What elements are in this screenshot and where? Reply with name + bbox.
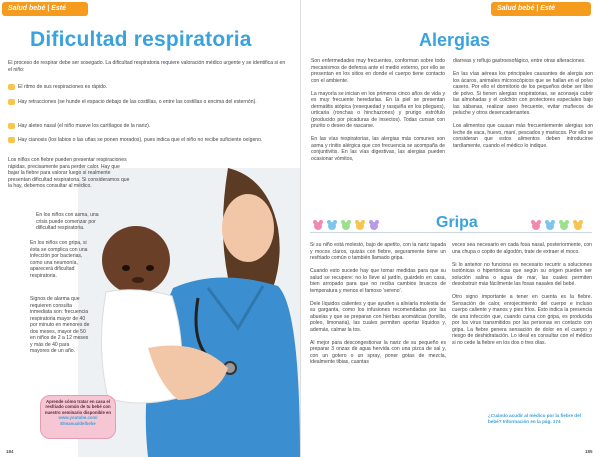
section-tag-right: Salud bebé | Esté pendiente <box>491 2 591 16</box>
bullet-4: Hay cianosis (los labios o las uñas se ponen morados), pues indica que el niño no recibe suficiente oxígeno. <box>8 137 278 144</box>
page-title-alergias: Alergias <box>419 30 491 50</box>
bear-icon <box>572 219 584 231</box>
cross-reference-link[interactable]: ¿Cuándo acudir al médico por la fiebre del bebé? Información en la pág. 174 <box>488 413 581 424</box>
paragraph-asma: En los niños con asma, una crisis puede comenzar por dificultad respiratoria. <box>36 212 99 231</box>
section-title-gripa: Gripa <box>436 214 478 231</box>
bear-icon <box>368 219 380 231</box>
bear-icon <box>354 219 366 231</box>
gripa-col2: veces sea necesario en cada fosa nasal, posteriormente, con una chupa o copito de algodón, trate de extraer el moco. Si lo anterior no funciona es necesario recurrir a soluciones isotónicas o hipertónicas que según su origen pueden ser solución salina o agua de mar, las cuales permiten desobstruir más fácilmente las fosas nasales del bebé. Otro signo importante a tener en cuenta es la fiebre. Sensación de calor, enrojecimiento del cuerpo e incluso cuerpo caliente y manos y pies fríos. Esto indica la presencia de una infección que, cuando cursa con gripa, es producida por los virus transmitidos por las personas en contacto con gripa. La fiebre genera sensación de dolor en el cuerpo y riesgo de deshidratación. Lo ideal es consultar con el médico si no cede la fiebre en los dos o tres días. <box>452 242 592 346</box>
paragraph-gripa: En los niños con gripa, si ésta se complica con una infección por bacterias, como una neumonía, aparecerá dificultad respiratoria. <box>30 240 88 279</box>
bear-icon <box>340 219 352 231</box>
bear-icon <box>312 219 324 231</box>
bear-icon <box>326 219 338 231</box>
gripa-col1: Si su niño está molesto, bajo de apetito, con la nariz tapada y mocos claros, quizás con fiebre, seguramente tiene un resfriado común o también llamado gripa. Cuando esto sucede hay que tomar medidas para que su salud se recupere: no lo lleve al jardín, guárdelo en casa, bien arropado para que no reciba cambios bruscos de temperatura y menos el famoso 'sereno'. Dele líquidos calientes y que ayuden a aliviarla molestia de su garganta, como los infusiones recomendadas por las abuelas y que se preparan con hierbas aromáticas (tomillo, poleo, limonaria), las cuales permiten aportar líquidos y, además, calmar la tos. Al mejor para descongestionar la nariz de su pequeño es preparar 3 onzas de agua hervida con una pizca de sal y, con un gotero o un spray, poner gotas de mezcla, idealmente tibias, cuantas <box>310 242 446 365</box>
promo-text: Aprende cómo tratar en casa el resfriado común de tu bebé con nuestro seminario disponible en <box>44 399 112 415</box>
bear-icon <box>558 219 570 231</box>
bullet-1: El ritmo de sus respiraciones es rápido. <box>8 84 278 91</box>
page-title-dificultad: Dificultad respiratoria <box>30 28 252 51</box>
section-divider <box>310 232 592 233</box>
intro-text: El proceso de respirar debe ser sosegado. La dificultad respiratoria requiere valoración médico urgente y se identifica si en el niño: <box>8 60 286 73</box>
section-tag-left: Salud bebé | Esté pendiente <box>2 2 88 16</box>
paragraph-fiebre: Los niños con fiebre pueden presentar respiraciones rápidas, precisamente para perder calor. Hay que bajar la fiebre para valorar luego si realmente presentan dificultad respiratoria. Si consideramos que la hay, debemos consultar al médico. <box>8 157 130 189</box>
alergias-col1: Son enfermedades muy frecuentes, conforman sobre todo mecanismos de defensa ante el medio externo, por ello se presentan en los sitios en donde el cuerpo tiene contacto con el ambiente. La mayoría se inician en los primeros cinco años de vida y es muy frecuente heredarlas. En la piel se presentan dermatitis atópica (resequedad y rasquiña en los pliegues), urticaria (ronchas o hinchazones) y prurigo estrófulo (producido por picaduras de insectos). Todas cursan con prurito o deseo de rascarse. En las vías respiratorias, las alergias más comunes son asma y rinitis alérgica que con frecuencia se acompaña de conjuntivitis. En las vías digestivas, las alergias pueden ocasionar vómitos, <box>311 58 445 162</box>
bullet-2: Hay retracciones (se hunde el espacio debajo de las costillas, o entre las costillas o encima del esternón). <box>8 99 278 106</box>
bear-icon <box>544 219 556 231</box>
page-number-right: 185 <box>585 449 593 454</box>
page-number-left: 184 <box>6 449 14 454</box>
promo-link[interactable]: www.youtube.com/ Elmanualdelbebe <box>58 415 98 426</box>
paragraph-alarma: Signos de alarma que requieren consulta inmediata son: frecuencia respiratoria mayor de 40 por minuto en menores de dos meses, mayor de 50 en niños de 2 a 12 meses y más de 40 para mayores de un año. <box>30 296 90 354</box>
promo-youtube-box <box>40 395 116 439</box>
alergias-col2: diarreas y reflujo gastroesofágico, entre otras alteraciones. En las vías aéreas los principales causantes de alergia son los ácaros, animales microscópicos que se hallan en el polvo casero. Por ello el dormitorio de los pequeños debe ser libre de polvo. Si tienen alergias respiratorias, se aconseja cubrir las almohadas y el colchón con protectores especiales bajo las sábanas, realizar aseo frecuente, evitar muñecos de peluche y otros desencadenantes. Los alimentos que causan más frecuentemente alergias son leche de vaca, huevo, maní, pescados y mariscos. Por ello se consideran que estos alimentos deben introducirse tardíamente, cuando el médico lo indique. <box>453 58 593 149</box>
bullet-3: Hay aleteo nasal (el niño mueve los cartílagos de la nariz). <box>8 123 278 130</box>
bear-icon <box>530 219 542 231</box>
